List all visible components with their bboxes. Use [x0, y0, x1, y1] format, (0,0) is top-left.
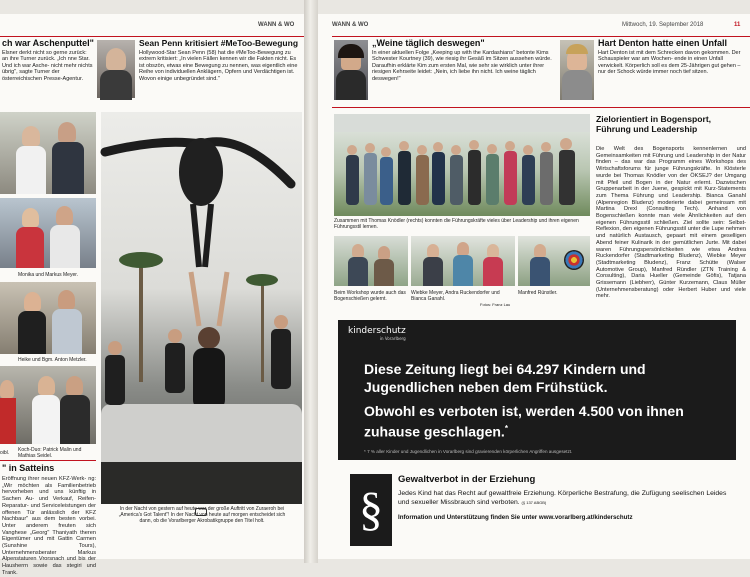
society-photo-koch-duo — [0, 366, 96, 444]
article-headline-satteins: " in Satteins — [2, 463, 55, 473]
article-text-bogensport: Die Welt des Bogensports kennenlernen und Gemeinsamkeiten mit Führung und Leadership in der Natur finden – das war das Programm eines Workshops des Wirtschaftsforums für junge Führungskräfte. In Klösterle wurde bei Thomas Knödler von der ÖKSEJ? der Umgang mit Pfeil und Bogen in der Natur erlernt. Dazwischen Gruppenarbeit in der Juene, gespickt mit Kurz-Statements zum Thema Führung und Leadership. Bianca Ganahl (Alpenregion Bludenz) moderierte dabei gemeinsam mit Martina Drexl (Consulting Tech). Anhand von Bogenschießen konnte man viele Ähnlichkeiten auf den eigenen Führungsstil schließen. Ziel sollte sein: Selbst-Reflexion, den eigenen Führungsstil unter die Lupe nehmen und natürlich Austausch, gepaart mit einem geselligen Abend feiner Kulinarik in der gemütlichen Jurte. Mit dabei waren Führungspersönlichkeiten wie etwa Andrea Ruckendorfer (Stadtmarketing Bludenz), Wiebke Meyer (Stadtmarketing Bludenz), Franz Schütte (Walser Automotive Group), Manfred Ründler (ZTN Training & Consulting), Daria Hueller (Gemeinde Göfis), Tatjana Grissemann (Liebherr), Günter Kurzemann, Claus Müller (Unternehmensberatung) oder Herbert Huber und viele mehr. — [596, 146, 746, 300]
law-title: Gewaltverbot in der Erziehung — [398, 474, 536, 485]
target-photo — [518, 236, 590, 286]
society-photo-heike-anton — [0, 282, 96, 354]
right-newspaper-page — [318, 14, 750, 559]
teaser-kardashian — [372, 38, 558, 82]
caption-archery: Beim Workshop wurde auch das Bogenschießen gelernt. — [334, 290, 406, 302]
teaser-sean-penn — [139, 38, 302, 82]
ad-headline-1: Diese Zeitung liegt bei 64.297 Kindern und Jugendlichen neben dem Frühstück. — [364, 361, 646, 395]
workshop-group-photo — [334, 114, 590, 216]
group-photo-caption: Zusammen mit Thomas Knödler (rechts) konnten die Führungskräfte vieles über Leadership und ihren eigenen Führungsstil lernen. — [334, 218, 579, 230]
ad-law-box — [338, 460, 736, 556]
law-text-body: Jedes Kind hat das Recht auf gewaltfreie Erziehung. Körperliche Bestrafung, die Zufügung seelischen Leides und sexueller Missbrauch sind verboten. — [398, 490, 727, 506]
acrobat-photo — [101, 112, 302, 504]
law-text — [398, 490, 728, 507]
caption-heike-anton: Heike und Bgm. Anton Metzler. — [18, 357, 87, 363]
society-photo-monika-markus — [0, 198, 96, 268]
logo-text: kinderschutz — [348, 326, 406, 336]
teaser-text: In einer aktuellen Folge „Keeping up with the Kardashians" betonte Kims Schwester Kourtney (39), wie riesig ihr Gesäß im Sitzen aussehen würde. Daraufhin erklärte Kim zum ersten Mal, wie sehr sie wirklich unter ihrer riesigen Kehrseite leidet: „Nein, ich liebe ihn nicht. Ich weine täglich deswegen!" — [372, 50, 552, 82]
society-photo-1 — [0, 112, 96, 194]
teaser-hart-denton — [598, 38, 748, 76]
kardashian-photo — [334, 40, 368, 100]
caption-manfred: Manfred Rünstler. — [518, 290, 558, 296]
caption-trio: Wiebke Meyer, Andra Ruckendorfer und Bianca Ganahl. — [411, 290, 500, 302]
teaser-headline: ch war Aschenputtel" — [2, 38, 94, 48]
kinderschutz-advertisement — [338, 320, 736, 556]
right-page-header: WANN & WO — [332, 22, 369, 28]
photo-credit: Fotos: Franz Lau — [480, 302, 511, 307]
page-gutter — [304, 0, 318, 563]
archery-target-icon — [564, 250, 584, 270]
header-rule — [0, 36, 304, 37]
article-rule — [0, 460, 96, 461]
article-text-satteins: Eröffnung ihrer neuen KFZ-Werk- ng: „Wir möchten als Familienbetrieb hervorheben und uns künftig in Sachen Au- und Verkauf, Reifen- Reparatur- und Serviceleistungen der offenen Tür anlässlich der KFZ Nachbaur" aus dem besten vorbei. Unter anderem freuten sich Vanghese „Georg" Thaniyath theren Eigentümer und mit Gattin Carmen (Sunshine Tours), Unternehmensberater Markus Alpenstaturen Vrorsnach und bis der Hausherrn sowie das stegiri und Trank. — [2, 476, 96, 576]
teaser-text: Elsner derkt nicht so gerne zurück: an ihre Turner zurück. „Ich nne Star. Und ich war Asche- nicht mehr nichts übrig", sagte Turner der österreichischen Presse-Agentur. — [2, 50, 93, 82]
law-reference: (§ 137 ABGB) — [521, 499, 547, 505]
teaser-headline: Sean Penn kritisiert #MeToo-Bewegung — [139, 38, 299, 48]
page-date: Mittwoch, 19. September 2018 — [622, 22, 704, 28]
teaser-text: Hollywood-Star Sean Penn (58) hat die #MeToo-Bewegung zu extrem kritisiert: „In vielen Fällen kennen wir die Fakten nicht. Es ist obszön, etwas eine Bewegung zu nennen, was eigentlich eine Reihe von individuellen Anklägern, Opfern und Verdächtigen ist. Wovon einige unbegründet sind." — [139, 50, 298, 82]
header-rule — [332, 36, 750, 37]
info-link-text[interactable]: Information und Unterstützung finden Sie unter www.vorarlberg.at/kinderschutz — [398, 514, 633, 521]
acrobat-photo-caption: In der Nacht von gestern auf heute war der große Auftritt von Zuraeroh bei „America's Got Talent"! In der Nacht von heute auf morgen entscheidet sich dann, ob die Vorarlberger Akrobatikgruppe den Titel holt. — [118, 506, 286, 524]
sean-penn-photo — [97, 40, 135, 98]
caption-koch-duo: Koch-Duo: Patrick Malin und Mathias Seidel. — [18, 447, 82, 459]
trio-photo — [411, 236, 515, 286]
kinderschutz-logo — [348, 326, 406, 341]
acrobat-illustration — [101, 112, 302, 504]
ad-asterisk: * — [504, 424, 508, 433]
page-number: 11 — [734, 22, 741, 28]
teaser-headline: „Weine täglich deswegen" — [372, 38, 485, 48]
section-rule — [332, 107, 750, 108]
workshop-archery-photo — [334, 236, 408, 286]
ad-headline-2-text: Obwohl es verboten ist, werden 4.500 von ihnen zuhause geschlagen. — [364, 403, 684, 440]
logo-subtext: in Vorarlberg — [379, 336, 406, 341]
ad-headline-2 — [364, 402, 694, 441]
group-illustration — [334, 114, 590, 216]
hart-denton-photo — [560, 40, 594, 100]
ad-footnote: * 7 % aller Kinder und Jugendlichen in Vorarlberg sind gravierenden körperlichen Angriffen ausgesetzt. — [364, 449, 573, 454]
article-headline-bogensport: Zielorientiert in Bogensport, Führung und Leadership — [596, 114, 712, 134]
teaser-headline: Hart Denton hatte einen Unfall — [598, 38, 728, 48]
paragraph-symbol-icon: § — [350, 474, 392, 546]
caption-monika-markus: Monika und Markus Meyer. — [18, 272, 79, 278]
side-label: oibl. — [0, 450, 10, 456]
teaser-aschenputtel — [2, 38, 94, 82]
teaser-text: Hart Denton ist mit dem Schrecken davon gekommen. Der Schauspieler war am Wochen- ende in einen Unfall verwickelt. Körperlich soll es dem 25-Jährigen gut gehen – nur der Schock würde immer noch tief sitzen. — [598, 50, 741, 76]
left-page-header: WANN & WO — [258, 22, 295, 28]
left-newspaper-page — [0, 14, 304, 576]
